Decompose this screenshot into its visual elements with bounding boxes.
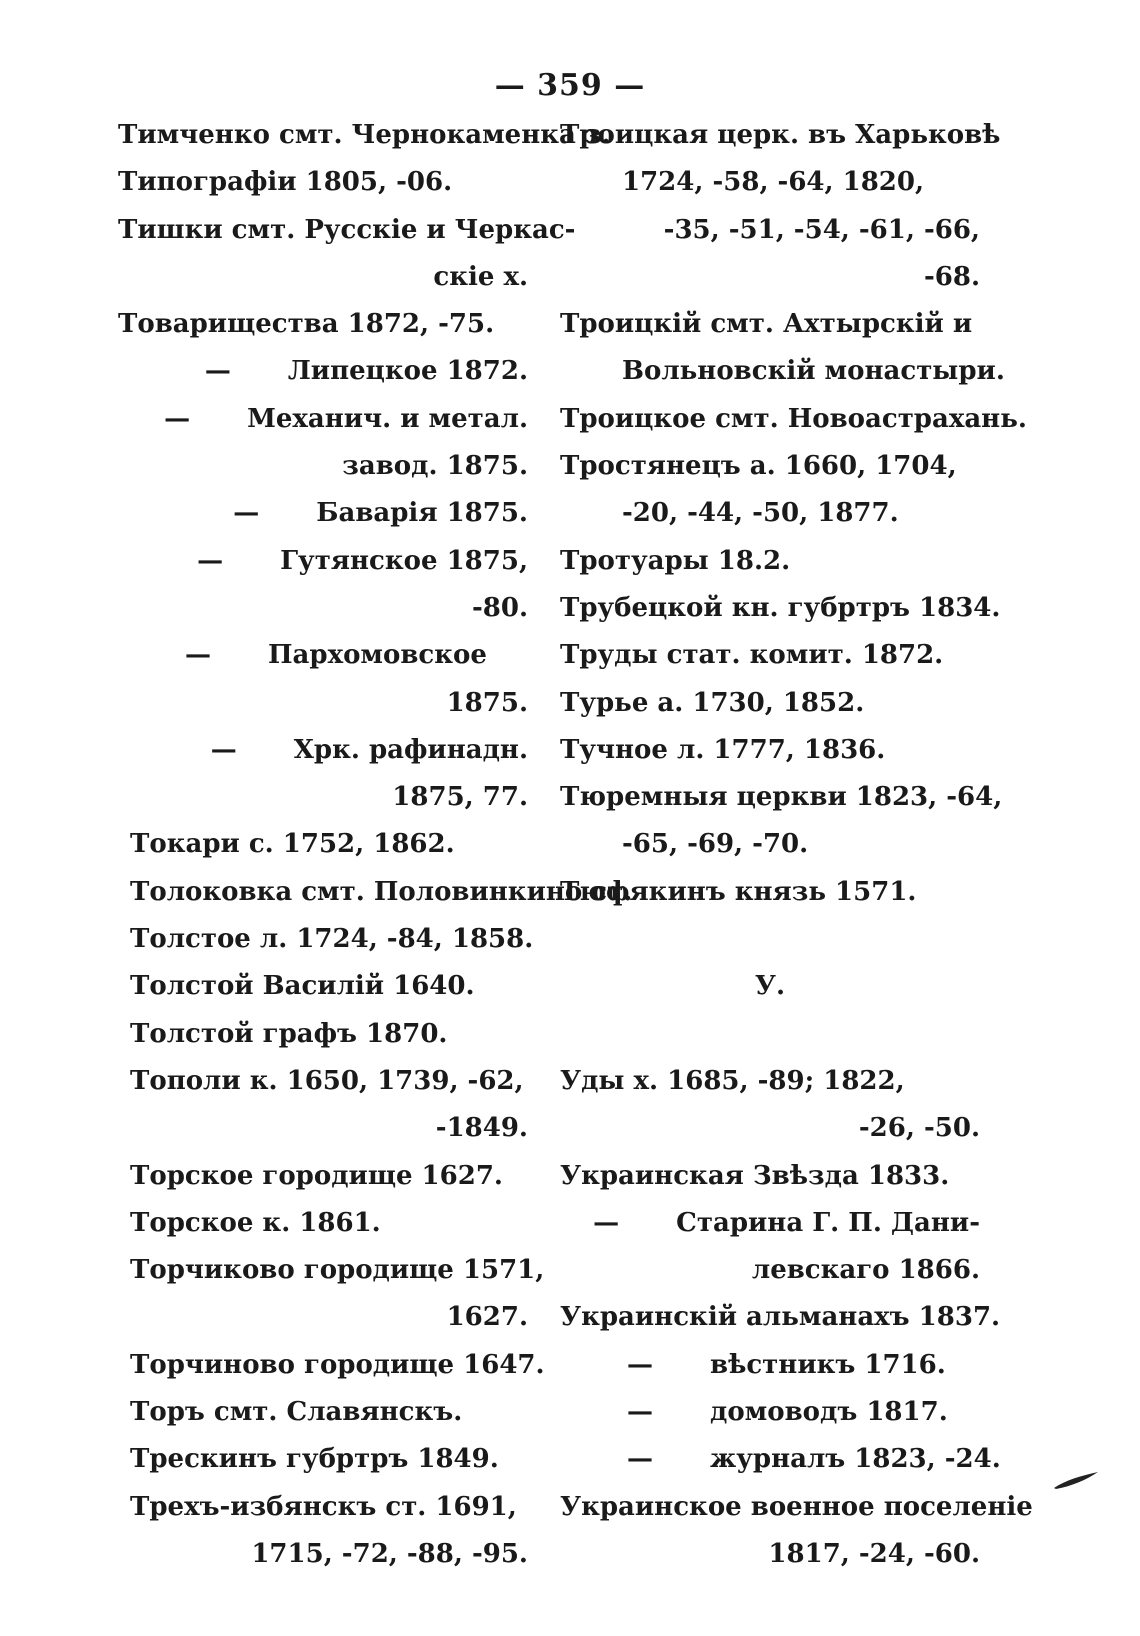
index-entry-text: Троицкій смт. Ахтырскій и (560, 309, 973, 340)
index-entry-text: Толстой графъ 1870. (130, 1018, 448, 1049)
index-entry-text: Тюремныя церкви 1823, -64, (560, 782, 1003, 813)
index-entry-line (118, 585, 528, 632)
index-entry-text: Трескинъ губртръ 1849. (130, 1444, 499, 1475)
index-entry-line (118, 963, 528, 1010)
index-entry-line (560, 254, 980, 301)
index-entry-line (118, 207, 576, 254)
index-entry-text: Трубецкой кн. губртръ 1834. (560, 592, 1001, 623)
index-entry-line (560, 1153, 980, 1200)
index-entry-line (118, 1058, 528, 1105)
ditto-dash: — (627, 1349, 653, 1380)
index-entry-text: Труды стат. комит. 1872. (560, 640, 944, 671)
index-entry-text: Торское городище 1627. (130, 1160, 503, 1191)
index-entry-text: 1875. (446, 687, 528, 718)
index-entry-line (560, 821, 980, 868)
index-entry-line (118, 490, 528, 537)
index-entry-line (560, 1436, 1001, 1483)
right-column (560, 112, 1033, 1578)
index-entry-text: скіе х. (433, 261, 528, 292)
index-entry-line (118, 916, 534, 963)
index-entry-text: -1849. (435, 1113, 528, 1144)
index-entry-line (560, 1200, 980, 1247)
index-entry-line (118, 1247, 545, 1294)
index-entry-line (560, 159, 980, 206)
index-entry-line (118, 1153, 528, 1200)
index-entry-line (560, 301, 980, 348)
index-entry-line (118, 112, 611, 159)
index-entry-text: Трехъ-избянскъ ст. 1691, (130, 1491, 517, 1522)
index-entry-text: Троицкое смт. Новоастрахань. (560, 403, 1027, 434)
index-entry-line (118, 869, 633, 916)
ditto-dash: — (185, 640, 211, 671)
index-entry-line (560, 774, 1003, 821)
index-entry-text: -26, -50. (858, 1113, 980, 1144)
index-entry-line (560, 396, 1027, 443)
index-entry-line (118, 1484, 528, 1531)
index-entry-line (118, 1011, 528, 1058)
index-entry-text: Баварія 1875. (316, 498, 528, 529)
index-entry-text: Хрк. рафинадн. (293, 734, 528, 765)
index-entry-line (118, 538, 528, 585)
index-entry-line (560, 1342, 980, 1389)
index-entry-line (118, 1389, 528, 1436)
index-entry-text: Тимченко смт. Чернокаменка з. (118, 120, 611, 150)
index-entry-text: Тишки смт. Русскіе и Черкас- (118, 214, 576, 245)
index-entry-line (560, 963, 980, 1010)
ditto-dash: — (210, 734, 237, 765)
index-entry-line (118, 159, 528, 206)
index-entry-text: Торчиново городище 1647. (130, 1349, 545, 1380)
ditto-dash: — (627, 1444, 653, 1475)
index-entry-line (560, 1389, 980, 1436)
index-entry-text: вѣстникъ 1716. (710, 1349, 946, 1380)
index-entry-text: -68. (923, 261, 980, 292)
index-entry-line (560, 916, 980, 963)
index-entry-text: Украинская Звѣзда 1833. (560, 1160, 950, 1191)
index-entry-line (560, 1058, 980, 1105)
ditto-dash: — (197, 545, 224, 576)
index-entry-text: Украинское военное поселеніе (560, 1491, 1033, 1522)
index-entry-text: -65, -69, -70. (622, 829, 809, 860)
left-column (118, 112, 633, 1578)
index-entry-text: Токари с. 1752, 1862. (130, 829, 455, 860)
index-entry-line (118, 1105, 528, 1152)
index-entry-text: Вольновскій монастыри. (622, 356, 1005, 387)
ditto-dash: — (233, 498, 260, 529)
index-entry-text: -80. (471, 592, 528, 623)
index-entry-line (118, 727, 528, 774)
index-entry-line (118, 443, 528, 490)
ink-smudge-icon (1052, 1470, 1100, 1490)
ditto-dash: — (164, 403, 191, 434)
ditto-dash: — (627, 1397, 653, 1428)
index-entry-text: 1715, -72, -88, -95. (251, 1538, 528, 1569)
index-entry-text: 1724, -58, -64, 1820, (622, 167, 925, 198)
index-entry-line (118, 1200, 528, 1247)
index-entry-text: Турье а. 1730, 1852. (560, 687, 865, 718)
index-entry-text: Торчиково городище 1571, (130, 1255, 545, 1286)
index-entry-line (118, 1531, 528, 1578)
index-entry-text: Липецкое 1872. (287, 356, 528, 387)
index-entry-text: Тростянецъ а. 1660, 1704, (560, 451, 957, 482)
index-entry-line (560, 443, 980, 490)
index-entry-line (118, 1342, 545, 1389)
index-entry-text: Тополи к. 1650, 1739, -62, (130, 1065, 524, 1096)
index-entry-text: Торское к. 1861. (130, 1207, 381, 1238)
index-entry-text: левскаго 1866. (751, 1255, 980, 1286)
index-entry-line (560, 538, 980, 585)
index-entry-text: 1875, 77. (392, 782, 528, 813)
index-entry-line (560, 1105, 980, 1152)
ditto-dash: — (204, 356, 231, 387)
index-entry-text: Троицкая церк. въ Харьковѣ (560, 120, 1001, 150)
index-entry-line (560, 1484, 1033, 1531)
index-entry-text: журналъ 1823, -24. (710, 1444, 1001, 1475)
index-entry-text: 1817, -24, -60. (768, 1538, 980, 1569)
index-entry-line (560, 632, 980, 679)
index-entry-line (118, 254, 528, 301)
index-entry-line (560, 207, 980, 254)
index-entry-text: Украинскій альманахъ 1837. (560, 1302, 1001, 1333)
index-entry-text: -35, -51, -54, -61, -66, (663, 214, 980, 245)
index-entry-line (560, 1531, 980, 1578)
index-entry-text: Толстой Василій 1640. (130, 971, 475, 1002)
index-entry-line (560, 490, 980, 537)
index-entry-line (118, 774, 528, 821)
index-entry-text: Уды х. 1685, -89; 1822, (560, 1065, 905, 1096)
index-entry-line (560, 727, 980, 774)
index-entry-text: У. (754, 971, 786, 1002)
index-entry-line (560, 348, 1005, 395)
index-entry-text: Тюфякинъ князь 1571. (560, 876, 917, 907)
index-entry-text: завод. 1875. (342, 451, 528, 482)
index-entry-text: Старина Г. П. Дани- (676, 1207, 980, 1238)
index-entry-line (118, 1436, 528, 1483)
index-entry-line (118, 821, 528, 868)
index-entry-text: домоводъ 1817. (710, 1397, 948, 1428)
ditto-dash: — (593, 1207, 620, 1238)
index-entry-line (560, 680, 980, 727)
index-entry-text: Товарищества 1872, -75. (118, 309, 495, 340)
index-entry-text: Механич. и метал. (247, 403, 528, 434)
index-entry-line (118, 348, 528, 395)
index-entry-line (118, 1294, 528, 1341)
index-entry-text: Торъ смт. Славянскъ. (130, 1397, 463, 1428)
index-entry-text: Пархомовское (268, 640, 487, 671)
index-entry-line (560, 112, 1001, 159)
index-entry-line (560, 585, 1001, 632)
index-entry-line (118, 632, 528, 679)
index-entry-text: Тротуары 18.2. (560, 545, 791, 576)
index-entry-line (118, 680, 528, 727)
index-entry-line (118, 301, 528, 348)
index-entry-text: Тучное л. 1777, 1836. (560, 734, 886, 765)
index-entry-line (560, 869, 980, 916)
index-entry-text: Толстое л. 1724, -84, 1858. (130, 924, 534, 955)
index-entry-text: Гутянское 1875, (280, 545, 528, 576)
index-entry-line (560, 1247, 980, 1294)
index-entry-text: -20, -44, -50, 1877. (622, 498, 899, 529)
index-entry-text: 1627. (446, 1302, 528, 1333)
index-entry-line (118, 396, 528, 443)
index-entry-line (560, 1294, 1001, 1341)
page-number: — 359 — (494, 68, 646, 103)
index-entry-text: Типографіи 1805, -06. (118, 167, 453, 198)
index-entry-text: Толоковка смт. Половинкино ст. (130, 876, 633, 907)
index-entry-line (560, 1011, 980, 1058)
